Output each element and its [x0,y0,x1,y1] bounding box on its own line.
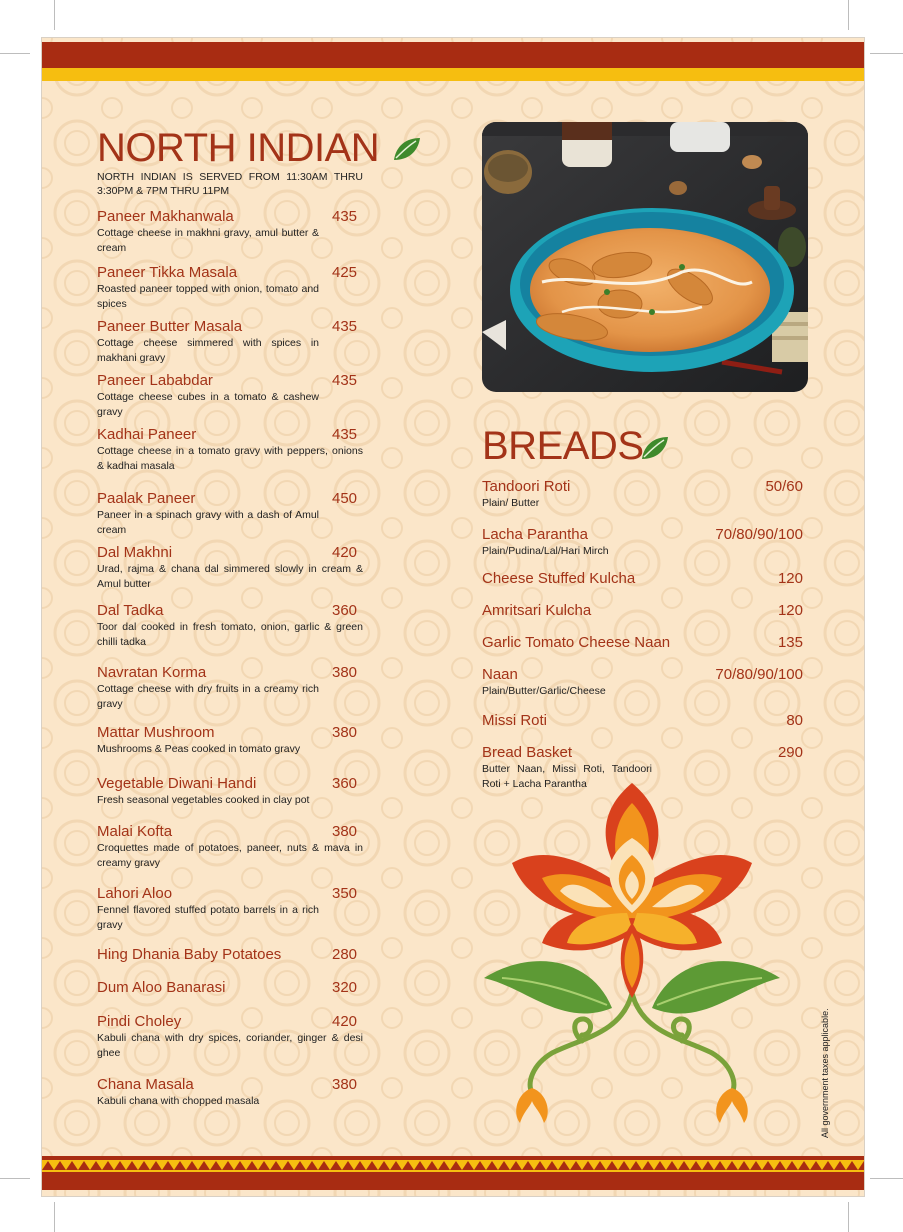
item-price: 435 [332,318,358,335]
crop-mark [0,53,30,54]
item-name: Lahori Aloo [97,885,173,902]
taxes-note: All government taxes applicable. [820,1008,830,1138]
menu-item-malai-kofta [97,823,363,870]
crop-mark [870,1178,903,1179]
item-name: Navratan Korma [97,664,207,681]
menu-item-naan [482,666,652,699]
item-name: Amritsari Kulcha [482,602,592,619]
item-price: 360 [332,602,358,619]
top-band-yellow [42,68,864,81]
item-name: Kadhai Paneer [97,426,197,443]
dish-photo [482,122,808,392]
item-price: 280 [332,946,358,963]
menu-item-paneer-tikka-masala [97,264,319,311]
item-price: 420 [332,544,358,561]
menu-item-paneer-makhanwala [97,208,319,255]
menu-item-lacha-parantha [482,526,652,559]
item-name: Missi Roti [482,712,548,729]
menu-item-dal-tadka [97,602,363,649]
item-description: Urad, rajma & chana dal simmered slowly in cream & Amul butter [97,563,363,590]
lotus-illustration [472,783,792,1123]
item-description: Cottage cheese simmered with spices in makhani gravy [97,337,319,364]
item-price: 80 [786,712,803,729]
item-name: Lacha Parantha [482,526,588,543]
item-name: Paneer Tikka Masala [97,264,238,281]
leaf-icon [640,435,670,461]
item-price: 450 [332,490,358,507]
item-description: Cottage cheese cubes in a tomato & cashew gravy [97,391,319,418]
crop-mark [848,0,849,30]
item-name: Chana Masala [97,1076,194,1093]
item-price: 380 [332,664,358,681]
menu-item-dal-makhni [97,544,363,591]
item-name: Naan [482,666,518,683]
item-name: Paneer Makhanwala [97,208,234,225]
menu-item-kadhai-paneer [97,426,363,473]
leaf-icon [392,136,422,162]
item-price: 290 [777,744,803,761]
crop-mark [54,1202,55,1232]
menu-item-missi-roti [482,712,547,730]
item-description: Toor dal cooked in fresh tomato, onion, garlic & green chilli tadka [97,621,363,648]
menu-item-paneer-butter-masala [97,318,319,365]
bottom-border [42,1156,864,1190]
item-description: Kabuli chana with chopped masala [97,1095,260,1107]
item-price: 435 [332,426,358,443]
north-indian-title: NORTH INDIAN [97,126,380,170]
item-price: 350 [332,885,358,902]
item-name: Dal Tadka [97,602,164,619]
item-price: 135 [777,634,803,651]
item-name: Tandoori Roti [482,478,571,495]
item-price: 380 [332,1076,358,1093]
item-name: Vegetable Diwani Handi [97,775,257,792]
item-price: 425 [332,264,358,281]
crop-mark [54,0,55,30]
item-name: Hing Dhania Baby Potatoes [97,946,282,963]
item-description: Plain/Butter/Garlic/Cheese [482,685,606,697]
crop-mark [870,53,903,54]
item-price: 70/80/90/100 [715,526,803,543]
menu-item-paneer-lababdar [97,372,319,419]
top-band-red [42,42,864,68]
item-description: Cottage cheese with dry fruits in a creamy rich gravy [97,683,319,710]
item-name: Malai Kofta [97,823,173,840]
menu-item-lahori-aloo [97,885,319,932]
menu-item-hing-dhania-baby-potatoes [97,946,281,964]
item-price: 435 [332,372,358,389]
menu-item-paalak-paneer [97,490,319,537]
menu-item-navratan-korma [97,664,319,711]
item-description: Plain/ Butter [482,497,540,509]
item-price: 360 [332,775,358,792]
item-price: 435 [332,208,358,225]
item-price: 380 [332,823,358,840]
item-name: Paalak Paneer [97,490,196,507]
item-name: Bread Basket [482,744,573,761]
item-description: Mushrooms & Peas cooked in tomato gravy [97,743,301,755]
item-name: Pindi Choley [97,1013,182,1030]
menu-item-cheese-stuffed-kulcha [482,570,635,588]
menu-item-chana-masala [97,1076,363,1109]
item-name: Mattar Mushroom [97,724,215,741]
item-description: Butter Naan, Missi Roti, Tandoori Roti + Lacha Parantha [482,763,652,790]
menu-item-vegetable-diwani-handi [97,775,363,808]
item-name: Paneer Lababdar [97,372,213,389]
item-price: 50/60 [765,478,803,495]
menu-item-pindi-choley [97,1013,363,1060]
item-price: 380 [332,724,358,741]
menu-page [41,37,865,1197]
item-price: 420 [332,1013,358,1030]
item-price: 320 [332,979,358,996]
serving-hours-note: NORTH INDIAN IS SERVED FROM 11:30AM THRU 3:30PM & 7PM THRU 11PM [97,171,363,197]
menu-item-amritsari-kulcha [482,602,591,620]
item-name: Dal Makhni [97,544,173,561]
item-description: Plain/Pudina/Lal/Hari Mirch [482,545,609,557]
item-name: Paneer Butter Masala [97,318,243,335]
menu-item-tandoori-roti [482,478,652,511]
breads-title: BREADS [482,424,644,468]
item-description: Paneer in a spinach gravy with a dash of Amul cream [97,509,319,536]
item-description: Fresh seasonal vegetables cooked in clay pot [97,794,310,806]
menu-item-garlic-tomato-cheese-naan [482,634,670,652]
item-description: Roasted paneer topped with onion, tomato and spices [97,283,319,310]
menu-item-dum-aloo-banarasi [97,979,225,997]
item-name: Garlic Tomato Cheese Naan [482,634,671,651]
item-description: Croquettes made of potatoes, paneer, nuts & mava in creamy gravy [97,842,363,869]
crop-mark [848,1202,849,1232]
menu-item-mattar-mushroom [97,724,363,757]
item-name: Cheese Stuffed Kulcha [482,570,636,587]
item-price: 70/80/90/100 [715,666,803,683]
item-description: Cottage cheese in makhni gravy, amul butter & cream [97,227,319,254]
item-description: Kabuli chana with dry spices, coriander, ginger & desi ghee [97,1032,363,1059]
item-price: 120 [777,602,803,619]
item-name: Dum Aloo Banarasi [97,979,226,996]
item-price: 120 [777,570,803,587]
item-description: Fennel flavored stuffed potato barrels in a rich gravy [97,904,319,931]
item-description: Cottage cheese in a tomato gravy with peppers, onions & kadhai masala [97,445,363,472]
crop-mark [0,1178,30,1179]
